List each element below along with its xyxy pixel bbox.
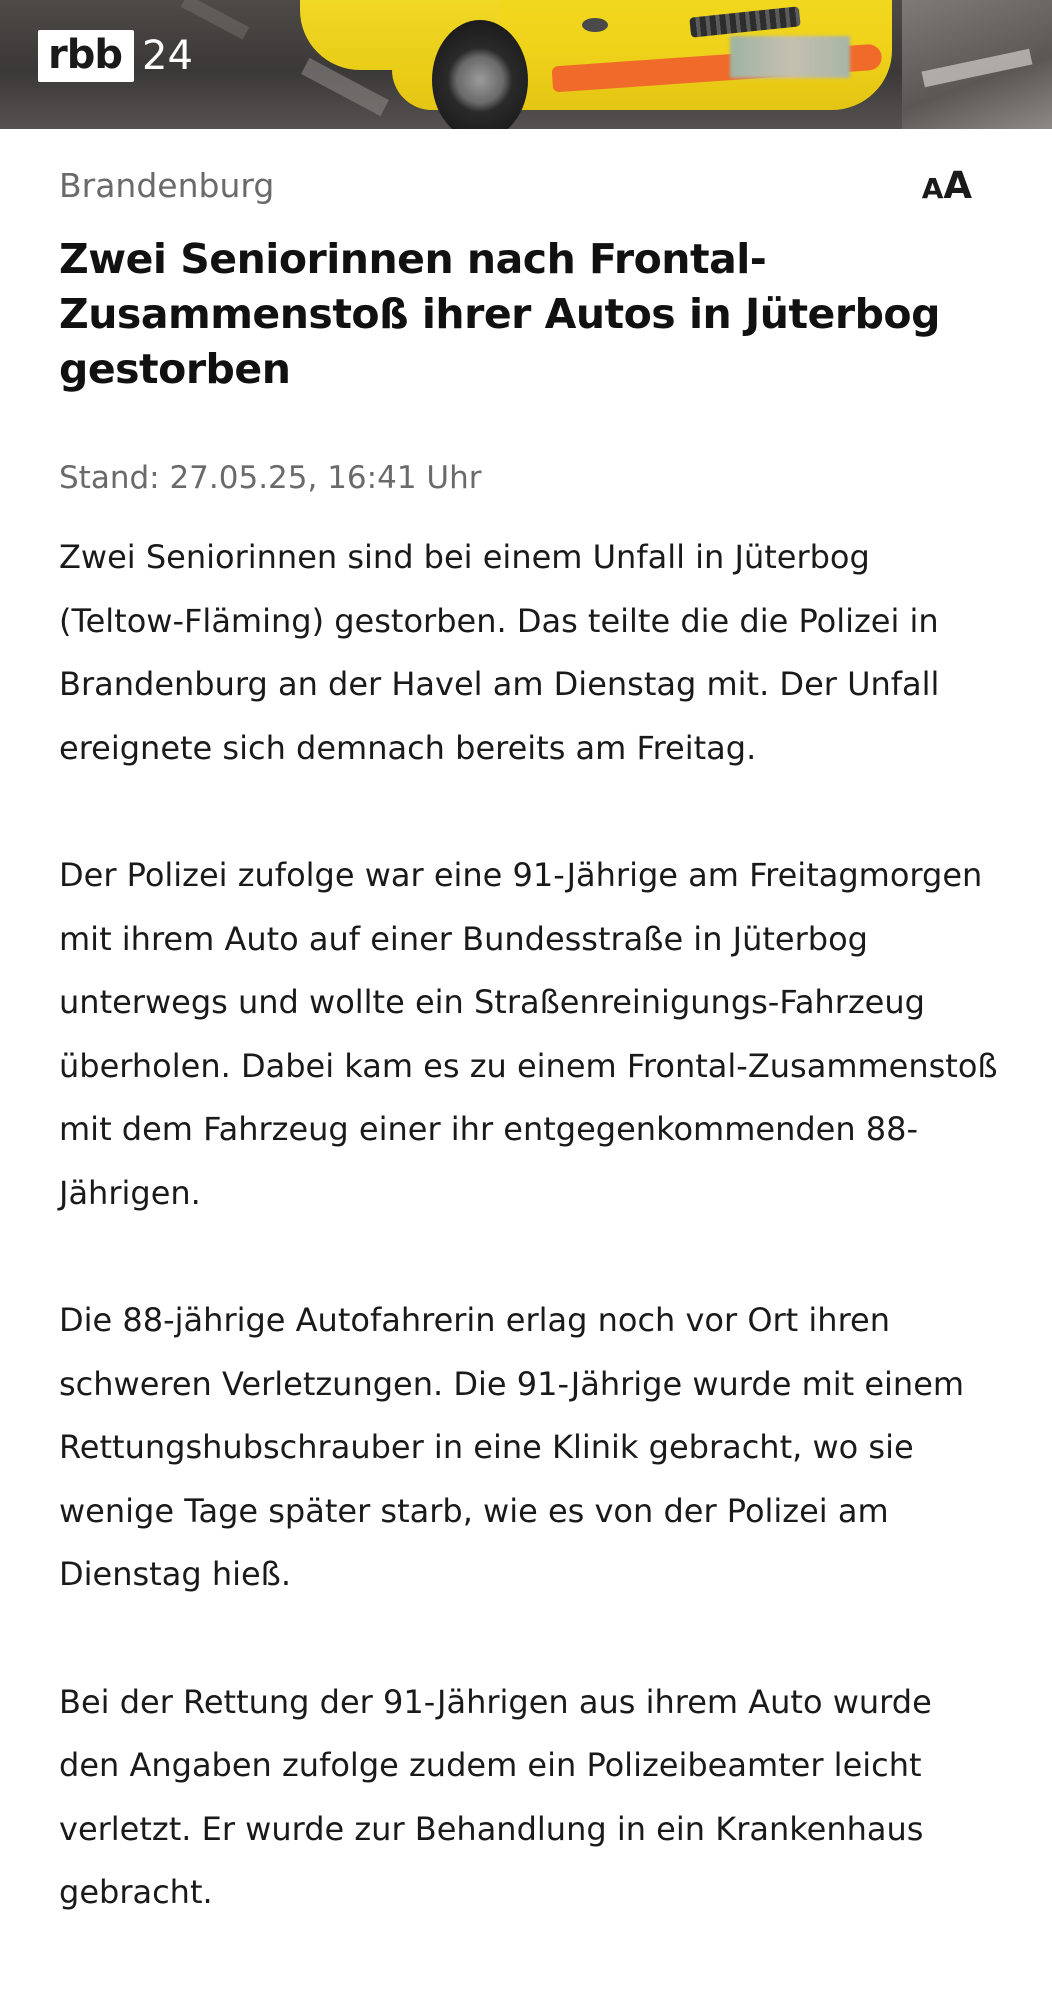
article — [59, 160, 1019, 1989]
vehicle-wheel — [432, 20, 528, 129]
article-paragraph: Zwei Seniorinnen sind bei einem Unfall in Jüterbog (Teltow-Fläming) gestorben. Das teilte die die Polizei in Brandenburg an der Havel am Dienstag mit. Der Unfall ereignete sich demnach bereits am Freitag. — [59, 538, 940, 767]
headline-line: Zusammenstoß ihrer Autos in Jüterbog — [59, 290, 940, 338]
rbb24-logo[interactable] — [38, 30, 193, 82]
article-meta-row — [59, 160, 1019, 210]
article-paragraph: Der Polizei zufolge war eine 91-Jährige am Freitagmorgen mit ihrem Auto auf einer Bundesstraße in Jüterbog unterwegs und wollte ein Straßenreinigungs-Fahrzeug überholen. Dabei kam es zu einem Frontal-Zusammenstoß mit dem Fahrzeug einer ihr entgegenkommenden 88-Jährigen. — [59, 856, 998, 1212]
logo-number: 24 — [142, 33, 193, 79]
headline-line: gestorben — [59, 345, 291, 393]
logo-text: rbb — [38, 30, 134, 82]
text-size-small-icon: A — [921, 171, 944, 205]
hero-image — [0, 0, 1052, 129]
article-paragraph: Bei der Rettung der 91-Jährigen aus ihrem Auto wurde den Angaben zufolge zudem ein Polizeibeamter leicht verletzt. Er wurde zur Behandlung in ein Krankenhaus gebracht. — [59, 1682, 932, 1911]
article-timestamp: Stand: 27.05.25, 16:41 Uhr — [59, 460, 482, 496]
article-body — [59, 526, 1019, 1925]
text-size-button[interactable] — [922, 164, 972, 207]
headline-line: Zwei Seniorinnen nach Frontal- — [59, 235, 767, 283]
text-size-large-icon: A — [943, 163, 972, 207]
blurred-license-plate — [730, 36, 850, 78]
vehicle-light — [582, 18, 608, 32]
article-headline — [59, 232, 1019, 397]
category-label: Brandenburg — [59, 165, 275, 205]
article-paragraph: Die 88-jährige Autofahrerin erlag noch vor Ort ihren schweren Verletzungen. Die 91-Jährige wurde mit einem Rettungshubschrauber in eine Klinik gebracht, wo sie wenige Tage später starb, wie es von der Polizei am Dienstag hieß. — [59, 1301, 965, 1593]
